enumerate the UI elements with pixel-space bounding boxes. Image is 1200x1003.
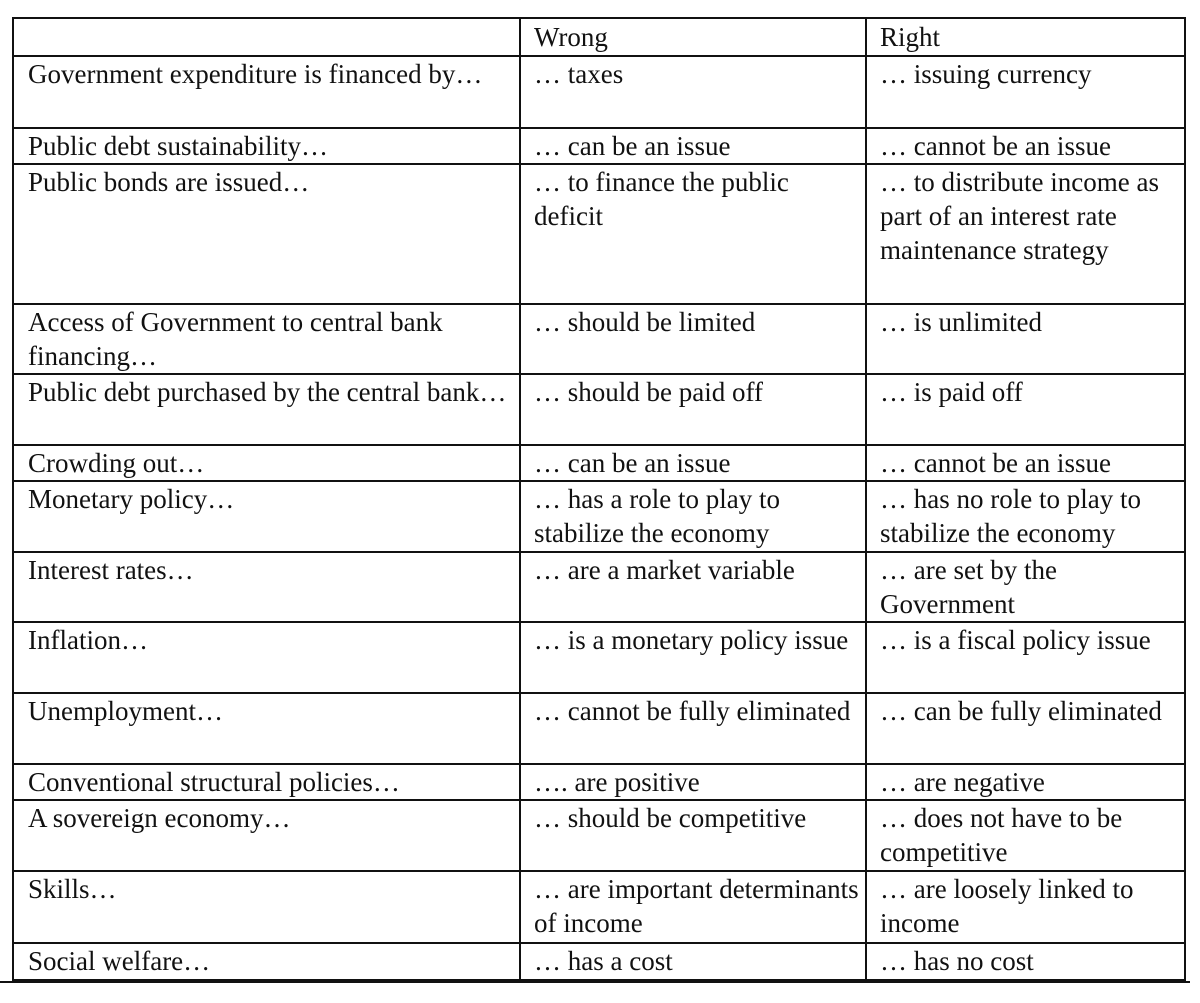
wrong-cell: … are a market variable	[520, 552, 866, 622]
right-cell: … is unlimited	[866, 304, 1185, 374]
right-cell: … are loosely linked to income	[866, 871, 1185, 943]
right-cell: … does not have to be competitive	[866, 800, 1185, 871]
table-row	[13, 552, 1185, 622]
table-row	[13, 164, 1185, 304]
topic-cell: Public debt purchased by the central bank…	[13, 374, 520, 445]
wrong-cell: … can be an issue	[520, 128, 866, 164]
table-row	[13, 481, 1185, 552]
topic-cell: Access of Government to central bank financing…	[13, 304, 520, 374]
page-edge-rule	[0, 981, 1190, 983]
table-row	[13, 871, 1185, 943]
wrong-cell: … are important determinants of income	[520, 871, 866, 943]
right-cell: … issuing currency	[866, 56, 1185, 128]
topic-cell: A sovereign economy…	[13, 800, 520, 871]
topic-cell: Monetary policy…	[13, 481, 520, 552]
topic-cell: Conventional structural policies…	[13, 764, 520, 800]
table-row	[13, 764, 1185, 800]
header-blank-cell	[13, 18, 520, 56]
topic-cell: Unemployment…	[13, 693, 520, 764]
table-row	[13, 622, 1185, 693]
wrong-cell: … can be an issue	[520, 445, 866, 481]
right-cell: … to distribute income as part of an interest rate maintenance strategy	[866, 164, 1185, 304]
table-row	[13, 304, 1185, 374]
table-row	[13, 445, 1185, 481]
topic-cell: Interest rates…	[13, 552, 520, 622]
table-row	[13, 128, 1185, 164]
right-cell: … is a fiscal policy issue	[866, 622, 1185, 693]
wrong-cell: … should be paid off	[520, 374, 866, 445]
topic-cell: Public bonds are issued…	[13, 164, 520, 304]
right-cell: … has no role to play to stabilize the economy	[866, 481, 1185, 552]
header-wrong: Wrong	[520, 18, 866, 56]
table-row	[13, 693, 1185, 764]
wrong-cell: … has a role to play to stabilize the economy	[520, 481, 866, 552]
table-row	[13, 943, 1185, 980]
right-cell: … are set by the Government	[866, 552, 1185, 622]
wrong-cell: … taxes	[520, 56, 866, 128]
right-cell: … has no cost	[866, 943, 1185, 980]
wrong-right-comparison-table	[12, 17, 1186, 981]
wrong-cell: … should be limited	[520, 304, 866, 374]
right-cell: … is paid off	[866, 374, 1185, 445]
right-cell: … can be fully eliminated	[866, 693, 1185, 764]
wrong-cell: … cannot be fully eliminated	[520, 693, 866, 764]
wrong-cell: … has a cost	[520, 943, 866, 980]
topic-cell: Inflation…	[13, 622, 520, 693]
topic-cell: Skills…	[13, 871, 520, 943]
wrong-cell: … is a monetary policy issue	[520, 622, 866, 693]
table-row	[13, 800, 1185, 871]
header-right: Right	[866, 18, 1185, 56]
wrong-cell: …. are positive	[520, 764, 866, 800]
topic-cell: Crowding out…	[13, 445, 520, 481]
wrong-cell: … to finance the public deficit	[520, 164, 866, 304]
table-row	[13, 56, 1185, 128]
topic-cell: Public debt sustainability…	[13, 128, 520, 164]
right-cell: … cannot be an issue	[866, 128, 1185, 164]
right-cell: … cannot be an issue	[866, 445, 1185, 481]
table-row	[13, 374, 1185, 445]
topic-cell: Social welfare…	[13, 943, 520, 980]
topic-cell: Government expenditure is financed by…	[13, 56, 520, 128]
header-row	[13, 18, 1185, 56]
wrong-cell: … should be competitive	[520, 800, 866, 871]
right-cell: … are negative	[866, 764, 1185, 800]
